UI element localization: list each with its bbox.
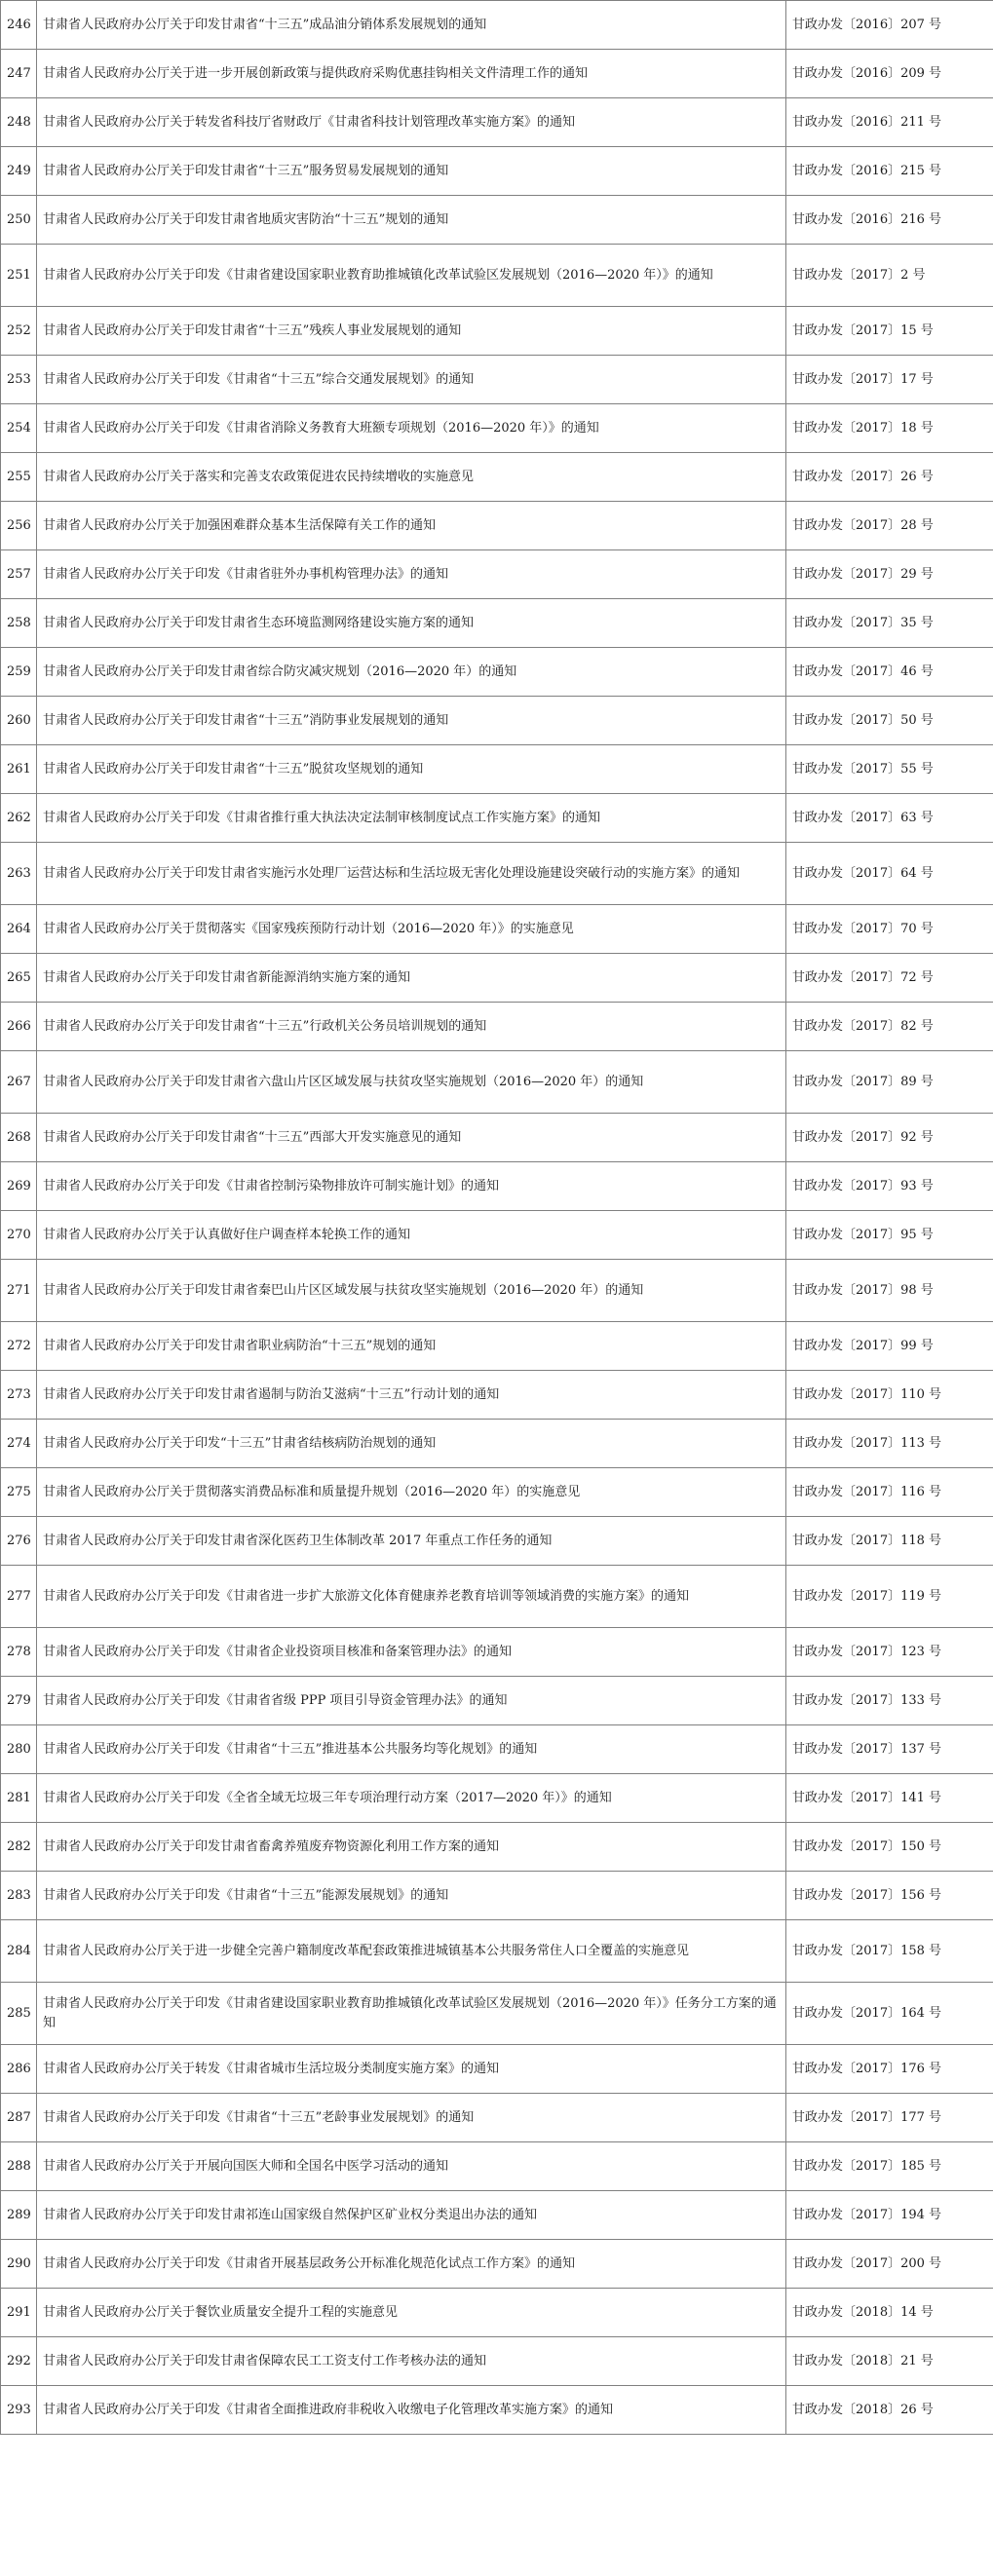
document-title: 甘肃省人民政府办公厅关于印发甘肃省实施污水处理厂运营达标和生活垃圾无害化处理设施建设突破行动的实施方案》的通知	[37, 843, 786, 905]
document-code: 甘政办发〔2017〕194 号	[786, 2191, 993, 2240]
document-title: 甘肃省人民政府办公厅关于开展向国医大师和全国名中医学习活动的通知	[37, 2142, 786, 2191]
table-row	[1, 245, 993, 307]
row-number: 267	[1, 1051, 37, 1114]
table-row	[1, 2337, 993, 2386]
document-title: 甘肃省人民政府办公厅关于印发《甘肃省消除义务教育大班额专项规划（2016—2020 年）》的通知	[37, 404, 786, 453]
row-number: 253	[1, 356, 37, 404]
document-code: 甘政办发〔2018〕26 号	[786, 2386, 993, 2435]
row-number: 284	[1, 1920, 37, 1983]
row-number: 257	[1, 550, 37, 599]
document-title: 甘肃省人民政府办公厅关于印发甘肃省“十三五”残疾人事业发展规划的通知	[37, 307, 786, 356]
table-row	[1, 1420, 993, 1468]
document-title: 甘肃省人民政府办公厅关于印发《甘肃省控制污染物排放许可制实施计划》的通知	[37, 1162, 786, 1211]
document-title: 甘肃省人民政府办公厅关于餐饮业质量安全提升工程的实施意见	[37, 2289, 786, 2337]
document-title: 甘肃省人民政府办公厅关于转发省科技厅省财政厅《甘肃省科技计划管理改革实施方案》的通知	[37, 98, 786, 147]
document-code: 甘政办发〔2017〕156 号	[786, 1872, 993, 1920]
document-code: 甘政办发〔2017〕29 号	[786, 550, 993, 599]
row-number: 249	[1, 147, 37, 196]
row-number: 285	[1, 1983, 37, 2045]
table-row	[1, 356, 993, 404]
row-number: 273	[1, 1371, 37, 1420]
document-title: 甘肃省人民政府办公厅关于印发甘肃省畜禽养殖废弃物资源化利用工作方案的通知	[37, 1823, 786, 1872]
document-title: 甘肃省人民政府办公厅关于印发甘肃省综合防灾减灾规划（2016—2020 年）的通知	[37, 648, 786, 697]
row-number: 288	[1, 2142, 37, 2191]
document-title: 甘肃省人民政府办公厅关于印发《甘肃省“十三五”能源发展规划》的通知	[37, 1872, 786, 1920]
document-title: 甘肃省人民政府办公厅关于印发《甘肃省企业投资项目核准和备案管理办法》的通知	[37, 1628, 786, 1677]
table-row	[1, 2191, 993, 2240]
document-title: 甘肃省人民政府办公厅关于转发《甘肃省城市生活垃圾分类制度实施方案》的通知	[37, 2045, 786, 2094]
table-row	[1, 307, 993, 356]
row-number: 278	[1, 1628, 37, 1677]
table-row	[1, 502, 993, 550]
table-row	[1, 98, 993, 147]
document-code: 甘政办发〔2018〕21 号	[786, 2337, 993, 2386]
document-title: 甘肃省人民政府办公厅关于印发甘肃省“十三五”服务贸易发展规划的通知	[37, 147, 786, 196]
table-row	[1, 50, 993, 98]
document-code: 甘政办发〔2017〕28 号	[786, 502, 993, 550]
table-row	[1, 1517, 993, 1566]
table-row	[1, 1211, 993, 1260]
document-code: 甘政办发〔2017〕93 号	[786, 1162, 993, 1211]
document-title: 甘肃省人民政府办公厅关于印发甘肃省“十三五”脱贫攻坚规划的通知	[37, 745, 786, 794]
document-code: 甘政办发〔2017〕64 号	[786, 843, 993, 905]
table-row	[1, 1, 993, 50]
document-code: 甘政办发〔2017〕15 号	[786, 307, 993, 356]
table-row	[1, 1260, 993, 1322]
document-code: 甘政办发〔2017〕137 号	[786, 1725, 993, 1774]
document-code: 甘政办发〔2016〕216 号	[786, 196, 993, 245]
row-number: 279	[1, 1677, 37, 1725]
table-row	[1, 954, 993, 1003]
row-number: 251	[1, 245, 37, 307]
document-title: 甘肃省人民政府办公厅关于印发甘肃省“十三五”行政机关公务员培训规划的通知	[37, 1003, 786, 1051]
row-number: 277	[1, 1566, 37, 1628]
document-code: 甘政办发〔2017〕158 号	[786, 1920, 993, 1983]
table-row	[1, 1468, 993, 1517]
row-number: 287	[1, 2094, 37, 2142]
table-row	[1, 2045, 993, 2094]
table-row	[1, 843, 993, 905]
row-number: 254	[1, 404, 37, 453]
table-row	[1, 1983, 993, 2045]
document-code: 甘政办发〔2017〕110 号	[786, 1371, 993, 1420]
document-title: 甘肃省人民政府办公厅关于印发甘肃省“十三五”西部大开发实施意见的通知	[37, 1114, 786, 1162]
table-row	[1, 599, 993, 648]
document-code: 甘政办发〔2017〕89 号	[786, 1051, 993, 1114]
document-code: 甘政办发〔2017〕118 号	[786, 1517, 993, 1566]
table-row	[1, 905, 993, 954]
row-number: 252	[1, 307, 37, 356]
document-code: 甘政办发〔2017〕164 号	[786, 1983, 993, 2045]
row-number: 291	[1, 2289, 37, 2337]
document-title: 甘肃省人民政府办公厅关于印发甘肃省“十三五”成品油分销体系发展规划的通知	[37, 1, 786, 50]
document-code: 甘政办发〔2016〕209 号	[786, 50, 993, 98]
document-title: 甘肃省人民政府办公厅关于印发甘肃省遏制与防治艾滋病“十三五”行动计划的通知	[37, 1371, 786, 1420]
table-row	[1, 1872, 993, 1920]
table-row	[1, 1628, 993, 1677]
row-number: 246	[1, 1, 37, 50]
document-title: 甘肃省人民政府办公厅关于印发《甘肃省驻外办事机构管理办法》的通知	[37, 550, 786, 599]
document-code: 甘政办发〔2017〕82 号	[786, 1003, 993, 1051]
row-number: 264	[1, 905, 37, 954]
table-row	[1, 745, 993, 794]
document-code: 甘政办发〔2017〕123 号	[786, 1628, 993, 1677]
table-row	[1, 794, 993, 843]
row-number: 262	[1, 794, 37, 843]
document-code: 甘政办发〔2017〕26 号	[786, 453, 993, 502]
document-title: 甘肃省人民政府办公厅关于印发甘肃省“十三五”消防事业发展规划的通知	[37, 697, 786, 745]
document-title: 甘肃省人民政府办公厅关于印发《甘肃省开展基层政务公开标准化规范化试点工作方案》的通知	[37, 2240, 786, 2289]
row-number: 272	[1, 1322, 37, 1371]
row-number: 274	[1, 1420, 37, 1468]
row-number: 269	[1, 1162, 37, 1211]
table-row	[1, 1371, 993, 1420]
document-title: 甘肃省人民政府办公厅关于贯彻落实消费品标准和质量提升规划（2016—2020 年）的实施意见	[37, 1468, 786, 1517]
document-code: 甘政办发〔2016〕207 号	[786, 1, 993, 50]
row-number: 263	[1, 843, 37, 905]
table-row	[1, 1920, 993, 1983]
document-title: 甘肃省人民政府办公厅关于印发甘肃省地质灾害防治“十三五”规划的通知	[37, 196, 786, 245]
document-code: 甘政办发〔2017〕2 号	[786, 245, 993, 307]
document-title: 甘肃省人民政府办公厅关于印发《甘肃省全面推进政府非税收入收缴电子化管理改革实施方案》的通知	[37, 2386, 786, 2435]
document-code: 甘政办发〔2017〕98 号	[786, 1260, 993, 1322]
table-row	[1, 404, 993, 453]
document-title: 甘肃省人民政府办公厅关于印发《甘肃省进一步扩大旅游文化体育健康养老教育培训等领域消费的实施方案》的通知	[37, 1566, 786, 1628]
document-title: 甘肃省人民政府办公厅关于印发《全省全域无垃圾三年专项治理行动方案（2017—2020 年）》的通知	[37, 1774, 786, 1823]
table-row	[1, 1114, 993, 1162]
table-row	[1, 453, 993, 502]
row-number: 247	[1, 50, 37, 98]
row-number: 261	[1, 745, 37, 794]
row-number: 256	[1, 502, 37, 550]
document-title: 甘肃省人民政府办公厅关于印发“十三五”甘肃省结核病防治规划的通知	[37, 1420, 786, 1468]
document-code: 甘政办发〔2016〕215 号	[786, 147, 993, 196]
table-body	[1, 1, 993, 2435]
table-row	[1, 2386, 993, 2435]
row-number: 276	[1, 1517, 37, 1566]
document-code: 甘政办发〔2017〕70 号	[786, 905, 993, 954]
document-title: 甘肃省人民政府办公厅关于贯彻落实《国家残疾预防行动计划（2016—2020 年）》的实施意见	[37, 905, 786, 954]
row-number: 292	[1, 2337, 37, 2386]
document-code: 甘政办发〔2017〕50 号	[786, 697, 993, 745]
document-code: 甘政办发〔2017〕141 号	[786, 1774, 993, 1823]
table-row	[1, 1725, 993, 1774]
table-row	[1, 1003, 993, 1051]
document-code: 甘政办发〔2017〕95 号	[786, 1211, 993, 1260]
document-title: 甘肃省人民政府办公厅关于印发《甘肃省“十三五”推进基本公共服务均等化规划》的通知	[37, 1725, 786, 1774]
document-title: 甘肃省人民政府办公厅关于印发甘肃省职业病防治“十三五”规划的通知	[37, 1322, 786, 1371]
row-number: 280	[1, 1725, 37, 1774]
document-title: 甘肃省人民政府办公厅关于印发《甘肃省“十三五”综合交通发展规划》的通知	[37, 356, 786, 404]
table-row	[1, 147, 993, 196]
row-number: 259	[1, 648, 37, 697]
document-title: 甘肃省人民政府办公厅关于印发甘肃省保障农民工工资支付工作考核办法的通知	[37, 2337, 786, 2386]
table-row	[1, 1051, 993, 1114]
document-code: 甘政办发〔2017〕113 号	[786, 1420, 993, 1468]
table-row	[1, 1566, 993, 1628]
table-row	[1, 1823, 993, 1872]
row-number: 265	[1, 954, 37, 1003]
document-code: 甘政办发〔2017〕176 号	[786, 2045, 993, 2094]
document-title: 甘肃省人民政府办公厅关于印发甘肃省秦巴山片区区域发展与扶贫攻坚实施规划（2016—2020 年）的通知	[37, 1260, 786, 1322]
table-row	[1, 2289, 993, 2337]
document-code: 甘政办发〔2017〕116 号	[786, 1468, 993, 1517]
row-number: 260	[1, 697, 37, 745]
document-title: 甘肃省人民政府办公厅关于印发《甘肃省建设国家职业教育助推城镇化改革试验区发展规划（2016—2020 年）》的通知	[37, 245, 786, 307]
document-code: 甘政办发〔2017〕55 号	[786, 745, 993, 794]
document-title: 甘肃省人民政府办公厅关于印发甘肃省生态环境监测网络建设实施方案的通知	[37, 599, 786, 648]
row-number: 290	[1, 2240, 37, 2289]
row-number: 258	[1, 599, 37, 648]
document-code: 甘政办发〔2016〕211 号	[786, 98, 993, 147]
document-title: 甘肃省人民政府办公厅关于印发《甘肃省“十三五”老龄事业发展规划》的通知	[37, 2094, 786, 2142]
row-number: 250	[1, 196, 37, 245]
document-code: 甘政办发〔2017〕35 号	[786, 599, 993, 648]
row-number: 282	[1, 1823, 37, 1872]
table-row	[1, 697, 993, 745]
document-title: 甘肃省人民政府办公厅关于进一步开展创新政策与提供政府采购优惠挂钩相关文件清理工作的通知	[37, 50, 786, 98]
document-title: 甘肃省人民政府办公厅关于印发甘肃省深化医药卫生体制改革 2017 年重点工作任务的通知	[37, 1517, 786, 1566]
row-number: 248	[1, 98, 37, 147]
document-code: 甘政办发〔2017〕92 号	[786, 1114, 993, 1162]
document-title: 甘肃省人民政府办公厅关于印发《甘肃省推行重大执法决定法制审核制度试点工作实施方案》的通知	[37, 794, 786, 843]
document-code: 甘政办发〔2017〕133 号	[786, 1677, 993, 1725]
table-row	[1, 2094, 993, 2142]
document-code: 甘政办发〔2017〕63 号	[786, 794, 993, 843]
row-number: 275	[1, 1468, 37, 1517]
document-title: 甘肃省人民政府办公厅关于印发甘肃省新能源消纳实施方案的通知	[37, 954, 786, 1003]
document-code: 甘政办发〔2017〕200 号	[786, 2240, 993, 2289]
document-code: 甘政办发〔2018〕14 号	[786, 2289, 993, 2337]
document-title: 甘肃省人民政府办公厅关于印发《甘肃省省级 PPP 项目引导资金管理办法》的通知	[37, 1677, 786, 1725]
row-number: 270	[1, 1211, 37, 1260]
table-row	[1, 1774, 993, 1823]
table-row	[1, 196, 993, 245]
row-number: 283	[1, 1872, 37, 1920]
document-code: 甘政办发〔2017〕72 号	[786, 954, 993, 1003]
row-number: 293	[1, 2386, 37, 2435]
document-code: 甘政办发〔2017〕18 号	[786, 404, 993, 453]
table-row	[1, 1677, 993, 1725]
document-code: 甘政办发〔2017〕185 号	[786, 2142, 993, 2191]
document-title: 甘肃省人民政府办公厅关于印发甘肃省六盘山片区区域发展与扶贫攻坚实施规划（2016—2020 年）的通知	[37, 1051, 786, 1114]
document-code: 甘政办发〔2017〕17 号	[786, 356, 993, 404]
document-title: 甘肃省人民政府办公厅关于印发《甘肃省建设国家职业教育助推城镇化改革试验区发展规划（2016—2020 年）》任务分工方案的通知	[37, 1983, 786, 2045]
row-number: 281	[1, 1774, 37, 1823]
row-number: 286	[1, 2045, 37, 2094]
table-row	[1, 2142, 993, 2191]
document-title: 甘肃省人民政府办公厅关于加强困难群众基本生活保障有关工作的通知	[37, 502, 786, 550]
row-number: 266	[1, 1003, 37, 1051]
row-number: 255	[1, 453, 37, 502]
table-row	[1, 648, 993, 697]
table-row	[1, 2240, 993, 2289]
table-row	[1, 1322, 993, 1371]
row-number: 268	[1, 1114, 37, 1162]
row-number: 271	[1, 1260, 37, 1322]
document-title: 甘肃省人民政府办公厅关于进一步健全完善户籍制度改革配套政策推进城镇基本公共服务常住人口全覆盖的实施意见	[37, 1920, 786, 1983]
table-row	[1, 1162, 993, 1211]
document-title: 甘肃省人民政府办公厅关于印发甘肃祁连山国家级自然保护区矿业权分类退出办法的通知	[37, 2191, 786, 2240]
document-code: 甘政办发〔2017〕99 号	[786, 1322, 993, 1371]
document-code: 甘政办发〔2017〕150 号	[786, 1823, 993, 1872]
document-code: 甘政办发〔2017〕119 号	[786, 1566, 993, 1628]
table-row	[1, 550, 993, 599]
document-code: 甘政办发〔2017〕46 号	[786, 648, 993, 697]
row-number: 289	[1, 2191, 37, 2240]
document-title: 甘肃省人民政府办公厅关于落实和完善支农政策促进农民持续增收的实施意见	[37, 453, 786, 502]
document-code: 甘政办发〔2017〕177 号	[786, 2094, 993, 2142]
document-title: 甘肃省人民政府办公厅关于认真做好住户调查样本轮换工作的通知	[37, 1211, 786, 1260]
